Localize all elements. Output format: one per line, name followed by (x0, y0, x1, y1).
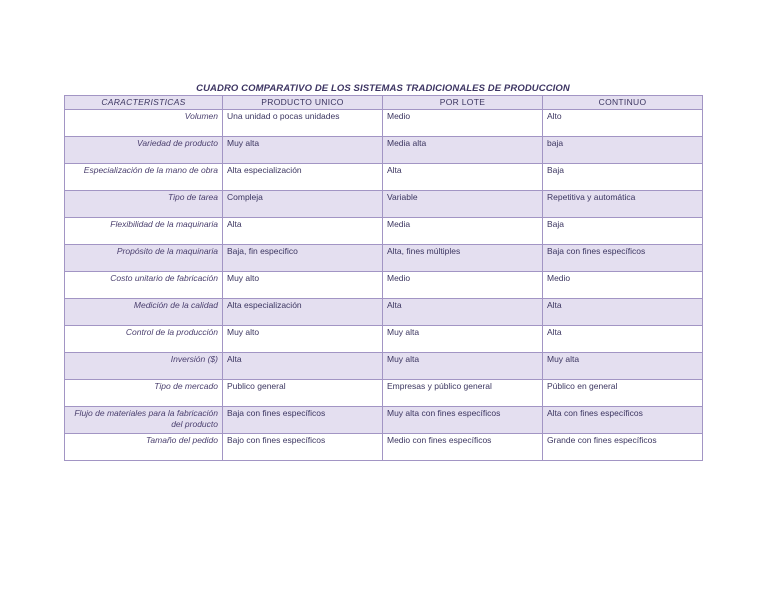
cell-producto-unico: Alta (223, 218, 383, 245)
cell-por-lote: Medio (383, 272, 543, 299)
comparison-table (64, 95, 703, 461)
cell-continuo: Baja (543, 164, 703, 191)
table-row (65, 137, 703, 164)
cell-producto-unico: Una unidad o pocas unidades (223, 110, 383, 137)
table-row (65, 434, 703, 461)
cell-por-lote: Variable (383, 191, 543, 218)
row-label: Costo unitario de fabricación (65, 272, 223, 299)
cell-por-lote: Alta (383, 164, 543, 191)
cell-continuo: Alta (543, 299, 703, 326)
cell-continuo: Repetitiva y automática (543, 191, 703, 218)
cell-producto-unico: Muy alto (223, 272, 383, 299)
cell-continuo: Alto (543, 110, 703, 137)
cell-continuo: Medio (543, 272, 703, 299)
row-label: Tamaño del pedido (65, 434, 223, 461)
row-label: Medición de la calidad (65, 299, 223, 326)
cell-continuo: Alta con fines específicos (543, 407, 703, 434)
row-label: Flujo de materiales para la fabricación del producto (65, 407, 223, 434)
row-label: Variedad de producto (65, 137, 223, 164)
cell-continuo: Alta (543, 326, 703, 353)
cell-por-lote: Empresas y público general (383, 380, 543, 407)
cell-por-lote: Medio con fines específicos (383, 434, 543, 461)
table-row (65, 326, 703, 353)
row-label: Volumen (65, 110, 223, 137)
row-label: Tipo de tarea (65, 191, 223, 218)
table-row (65, 353, 703, 380)
row-label: Flexibilidad de la maquinaria (65, 218, 223, 245)
cell-producto-unico: Baja con fines específicos (223, 407, 383, 434)
column-header-por-lote: POR LOTE (383, 96, 543, 110)
table-row (65, 191, 703, 218)
column-header-caracteristicas: CARACTERISTICAS (65, 96, 223, 110)
table-row (65, 164, 703, 191)
cell-por-lote: Muy alta (383, 353, 543, 380)
cell-producto-unico: Alta especialización (223, 164, 383, 191)
cell-producto-unico: Publico general (223, 380, 383, 407)
table-row (65, 218, 703, 245)
column-header-continuo: CONTINUO (543, 96, 703, 110)
cell-continuo: Muy alta (543, 353, 703, 380)
table-header-row (65, 96, 703, 110)
table-row (65, 380, 703, 407)
cell-continuo: baja (543, 137, 703, 164)
cell-producto-unico: Alta especialización (223, 299, 383, 326)
row-label: Control de la producción (65, 326, 223, 353)
cell-por-lote: Medio (383, 110, 543, 137)
cell-por-lote: Media (383, 218, 543, 245)
column-header-producto-unico: PRODUCTO UNICO (223, 96, 383, 110)
table-row (65, 245, 703, 272)
table-row (65, 272, 703, 299)
cell-continuo: Público en general (543, 380, 703, 407)
cell-producto-unico: Alta (223, 353, 383, 380)
table-row (65, 110, 703, 137)
row-label: Tipo de mercado (65, 380, 223, 407)
cell-continuo: Baja (543, 218, 703, 245)
cell-por-lote: Muy alta (383, 326, 543, 353)
row-label: Especialización de la mano de obra (65, 164, 223, 191)
cell-producto-unico: Baja, fin especifico (223, 245, 383, 272)
cell-producto-unico: Muy alta (223, 137, 383, 164)
cell-continuo: Grande con fines específicos (543, 434, 703, 461)
row-label: Propósito de la maquinaria (65, 245, 223, 272)
cell-por-lote: Media alta (383, 137, 543, 164)
table-row (65, 299, 703, 326)
row-label: Inversión ($) (65, 353, 223, 380)
cell-por-lote: Muy alta con fines específicos (383, 407, 543, 434)
cell-por-lote: Alta (383, 299, 543, 326)
table-row (65, 407, 703, 434)
cell-producto-unico: Bajo con fines específicos (223, 434, 383, 461)
document-title: CUADRO COMPARATIVO DE LOS SISTEMAS TRADICIONALES DE PRODUCCION (196, 83, 570, 94)
cell-continuo: Baja con fines específicos (543, 245, 703, 272)
cell-producto-unico: Compleja (223, 191, 383, 218)
cell-producto-unico: Muy alto (223, 326, 383, 353)
cell-por-lote: Alta, fines múltiples (383, 245, 543, 272)
